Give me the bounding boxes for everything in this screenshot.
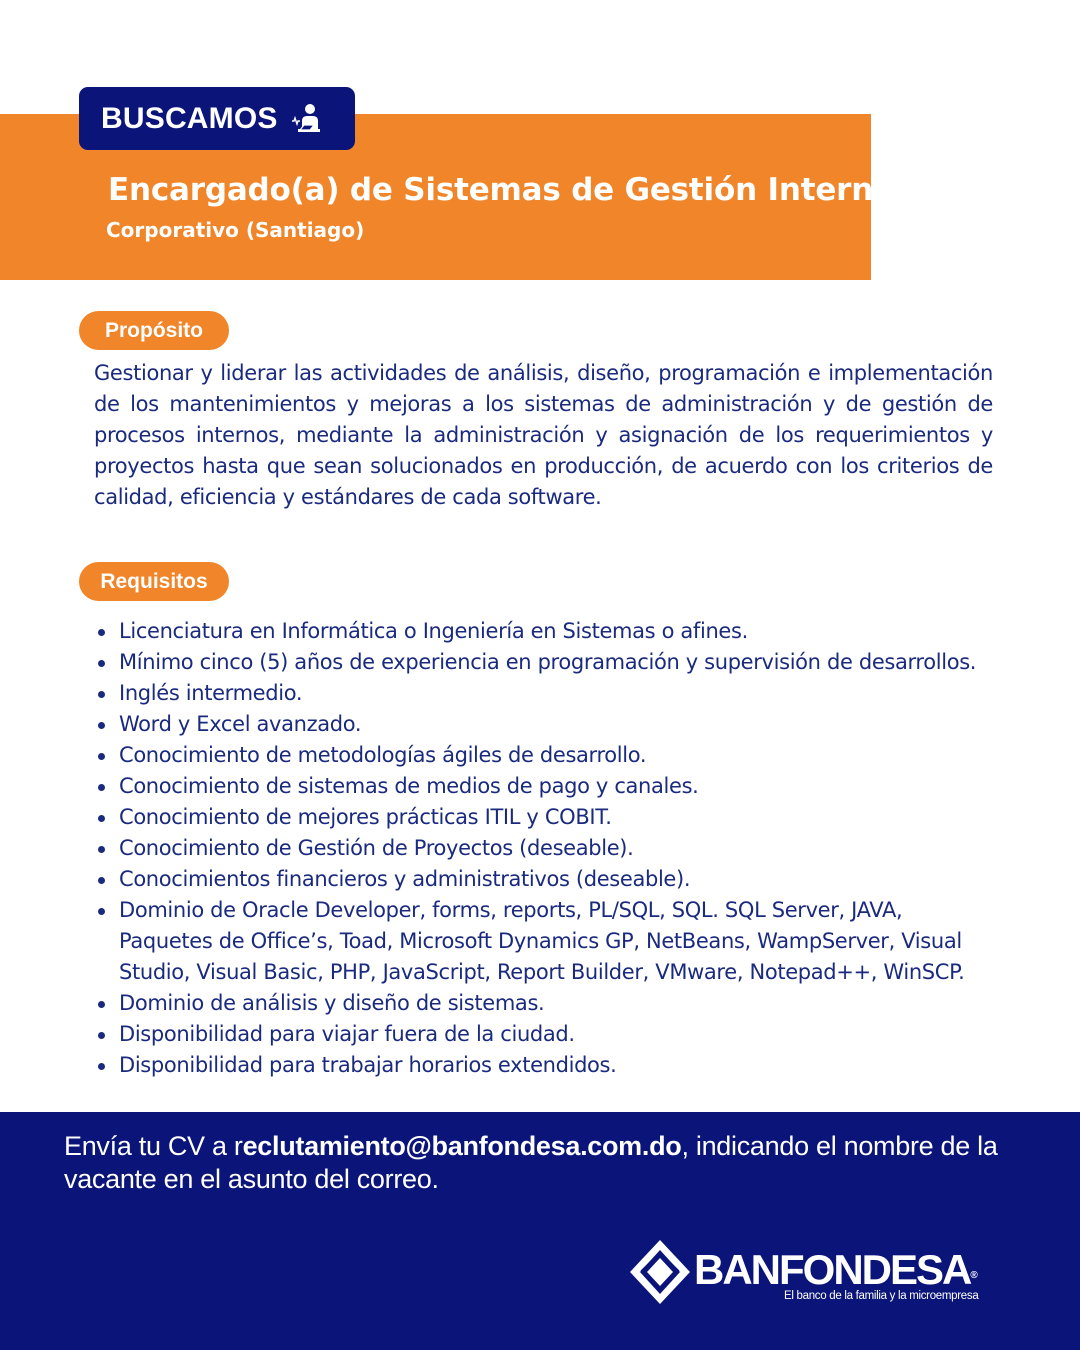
buscamos-badge (79, 87, 355, 150)
requirement-item: Word y Excel avanzado. (95, 709, 1055, 740)
job-title: Encargado(a) de Sistemas de Gestión Interna (108, 172, 894, 208)
requirement-item: Dominio de Oracle Developer, forms, reports, PL/SQL, SQL. SQL Server, JAVA, Paquetes de Office’s, Toad, Microsoft Dynamics GP, NetBeans, WampServer, Visual Studio, Visual Basic, PHP, JavaScript, Report Builder, VMware, Notepad++, WinSCP. (95, 895, 989, 988)
requirement-item: Conocimientos financieros y administrativos (deseable). (95, 864, 1055, 895)
requirement-item: Dominio de análisis y diseño de sistemas. (95, 988, 1055, 1019)
requirement-item: Disponibilidad para viajar fuera de la ciudad. (95, 1019, 1055, 1050)
requirement-item: Conocimiento de sistemas de medios de pago y canales. (95, 771, 1055, 802)
logo-tagline: El banco de la familia y la microempresa (784, 1290, 979, 1302)
requirement-item: Conocimiento de metodologías ágiles de desarrollo. (95, 740, 1055, 771)
requirement-item: Licenciatura en Informática o Ingeniería en Sistemas o afines. (95, 616, 1055, 647)
buscamos-label: BUSCAMOS (101, 101, 278, 135)
requirement-item: Conocimiento de mejores prácticas ITIL y COBIT. (95, 802, 1055, 833)
contact-suffix: , indicando el nombre de la vacante en el asunto del correo. (64, 1131, 998, 1194)
requirement-item: Mínimo cinco (5) años de experiencia en programación y supervisión de desarrollos. (95, 647, 1055, 678)
requirements-pill: Requisitos (79, 562, 229, 601)
requirements-list (95, 616, 1055, 1081)
requirement-item: Inglés intermedio. (95, 678, 1055, 709)
requirement-item: Conocimiento de Gestión de Proyectos (deseable). (95, 833, 1055, 864)
contact-text (64, 1130, 1024, 1196)
contact-prefix: Envía tu CV a r (64, 1131, 243, 1161)
person-at-laptop-icon (288, 101, 324, 137)
contact-email-link[interactable]: eclutamiento@banfondesa.com.do (242, 1131, 682, 1161)
job-location: Corporativo (Santiago) (106, 218, 365, 242)
logo-wordmark: BANFONDESA® (694, 1246, 978, 1293)
requirement-item: Disponibilidad para trabajar horarios extendidos. (95, 1050, 1055, 1081)
purpose-pill: Propósito (79, 311, 229, 350)
purpose-text: Gestionar y liderar las actividades de análisis, diseño, programación e implementación de los mantenimientos y mejoras a los sistemas de administración y de gestión de procesos internos, mediante la administración y asignación de los requerimientos y proyectos hasta que sean solucionados en producción, de acuerdo con los criterios de calidad, eficiencia y estándares de cada software. (94, 361, 993, 509)
